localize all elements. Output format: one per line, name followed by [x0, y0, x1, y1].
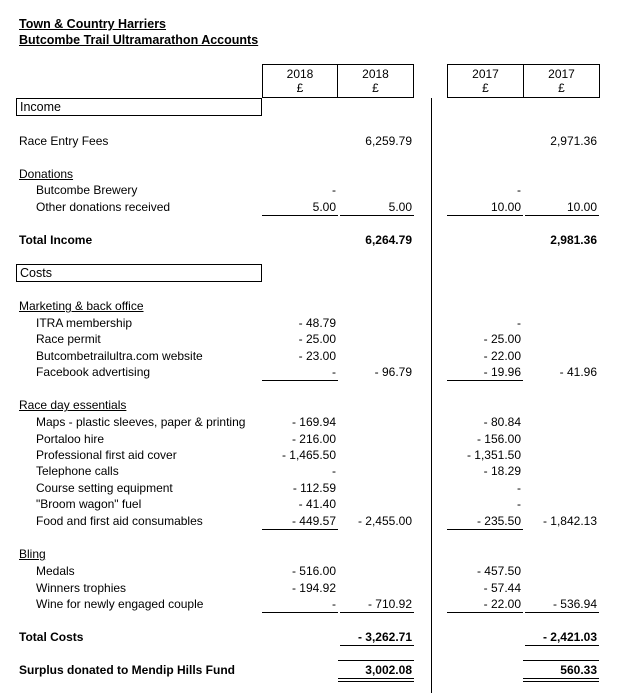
cost-label: Winners trophies [36, 581, 127, 595]
cost-2017: - 156.00 [476, 432, 521, 446]
total-rule [340, 645, 414, 646]
subtotal-rule [262, 215, 338, 216]
subtotal-rule [525, 612, 599, 613]
donation-2017: - [517, 183, 521, 197]
surplus-top-rule [338, 660, 414, 661]
race-day-total-2018: - 2,455.00 [357, 514, 412, 528]
cost-2018: - 48.79 [298, 316, 336, 330]
surplus-double-rule [523, 681, 599, 682]
year-divider [431, 98, 432, 693]
subtotal-rule [447, 612, 523, 613]
cost-label: Food and first aid consumables [36, 514, 203, 528]
cost-2017: - 457.50 [476, 564, 521, 578]
cost-2017: - 57.44 [483, 581, 521, 595]
total-costs-2017: - 2,421.03 [542, 630, 597, 644]
subtotal-rule [447, 380, 523, 381]
column-header-2017-detail: 2017 £ [447, 64, 524, 98]
donations-total-2017: 10.00 [566, 200, 597, 214]
race-entry-2018: 6,259.79 [365, 134, 412, 148]
race-day-heading: Race day essentials [19, 398, 127, 412]
cost-2018: - [332, 464, 336, 478]
donation-label: Other donations received [36, 200, 171, 214]
report-title-line1: Town & Country Harriers [19, 17, 167, 31]
cost-2017: - [517, 316, 521, 330]
cost-2018: - [332, 597, 336, 611]
cost-2018: - 25.00 [298, 332, 336, 346]
marketing-total-2018: - 96.79 [374, 365, 412, 379]
donation-label: Butcombe Brewery [36, 183, 138, 197]
cost-2017: - 22.00 [483, 597, 521, 611]
cost-2018: - 169.94 [291, 415, 336, 429]
cost-label: Telephone calls [36, 464, 119, 478]
marketing-heading: Marketing & back office [19, 299, 144, 313]
cost-2017: - [517, 481, 521, 495]
cost-2018: - 1,465.50 [281, 448, 336, 462]
surplus-2017: 560.33 [560, 663, 597, 677]
cost-2017: - [517, 497, 521, 511]
cost-label: ITRA membership [36, 316, 133, 330]
cost-2018: - 516.00 [291, 564, 336, 578]
cost-label: Butcombetrailultra.com website [36, 349, 203, 363]
column-header-2018-detail: 2018 £ [262, 64, 338, 98]
cost-2017: - 18.29 [483, 464, 521, 478]
total-costs-2018: - 3,262.71 [357, 630, 412, 644]
total-rule [525, 645, 599, 646]
subtotal-rule [525, 215, 599, 216]
subtotal-rule [340, 215, 414, 216]
cost-2017: - 19.96 [483, 365, 521, 379]
donation-2018: 5.00 [312, 200, 336, 214]
race-entry-2017: 2,971.36 [550, 134, 597, 148]
surplus-double-rule [338, 678, 414, 679]
subtotal-rule [262, 612, 338, 613]
cost-label: "Broom wagon" fuel [36, 497, 142, 511]
race-day-total-2017: - 1,842.13 [542, 514, 597, 528]
cost-2018: - 23.00 [298, 349, 336, 363]
total-costs-label: Total Costs [19, 630, 84, 644]
subtotal-rule [447, 215, 523, 216]
cost-label: Facebook advertising [36, 365, 151, 379]
cost-2018: - 41.40 [298, 497, 336, 511]
cost-label: Professional first aid cover [36, 448, 177, 462]
cost-2017: - 25.00 [483, 332, 521, 346]
cost-2018: - 449.57 [291, 514, 336, 528]
bling-total-2017: - 536.94 [552, 597, 597, 611]
surplus-double-rule [523, 678, 599, 679]
cost-2018: - 194.92 [291, 581, 336, 595]
column-header-2017-total: 2017 £ [523, 64, 600, 98]
cost-label: Wine for newly engaged couple [36, 597, 204, 611]
donations-total-2018: 5.00 [388, 200, 412, 214]
cost-2018: - 112.59 [292, 481, 336, 495]
bling-total-2018: - 710.92 [367, 597, 412, 611]
cost-label: Portaloo hire [36, 432, 105, 446]
cost-label: Course setting equipment [36, 481, 173, 495]
report-title-line2: Butcombe Trail Ultramarathon Accounts [19, 33, 259, 47]
total-income-label: Total Income [19, 233, 93, 247]
subtotal-rule [262, 380, 338, 381]
cost-2017: - 80.84 [483, 415, 521, 429]
subtotal-rule [447, 529, 523, 530]
cost-label: Medals [36, 564, 75, 578]
cost-label: Race permit [36, 332, 101, 346]
surplus-top-rule [523, 660, 599, 661]
subtotal-rule [340, 612, 414, 613]
donation-2017: 10.00 [490, 200, 521, 214]
surplus-double-rule [338, 681, 414, 682]
race-entry-label: Race Entry Fees [19, 134, 109, 148]
cost-2018: - 216.00 [291, 432, 336, 446]
total-income-2017: 2,981.36 [550, 233, 597, 247]
bling-heading: Bling [19, 547, 46, 561]
surplus-label: Surplus donated to Mendip Hills Fund [19, 663, 235, 677]
section-costs-heading: Costs [16, 264, 262, 282]
subtotal-rule [262, 529, 338, 530]
cost-2017: - 22.00 [483, 349, 521, 363]
cost-2018: - [332, 365, 336, 379]
section-income-heading: Income [16, 98, 262, 116]
cost-label: Maps - plastic sleeves, paper & printing [36, 415, 246, 429]
cost-2017: - 235.50 [476, 514, 521, 528]
donations-heading: Donations [19, 167, 74, 181]
marketing-total-2017: - 41.96 [559, 365, 597, 379]
column-header-2018-total: 2018 £ [337, 64, 414, 98]
total-income-2018: 6,264.79 [365, 233, 412, 247]
surplus-2018: 3,002.08 [365, 663, 412, 677]
cost-2017: - 1,351.50 [466, 448, 521, 462]
donation-2018: - [332, 183, 336, 197]
